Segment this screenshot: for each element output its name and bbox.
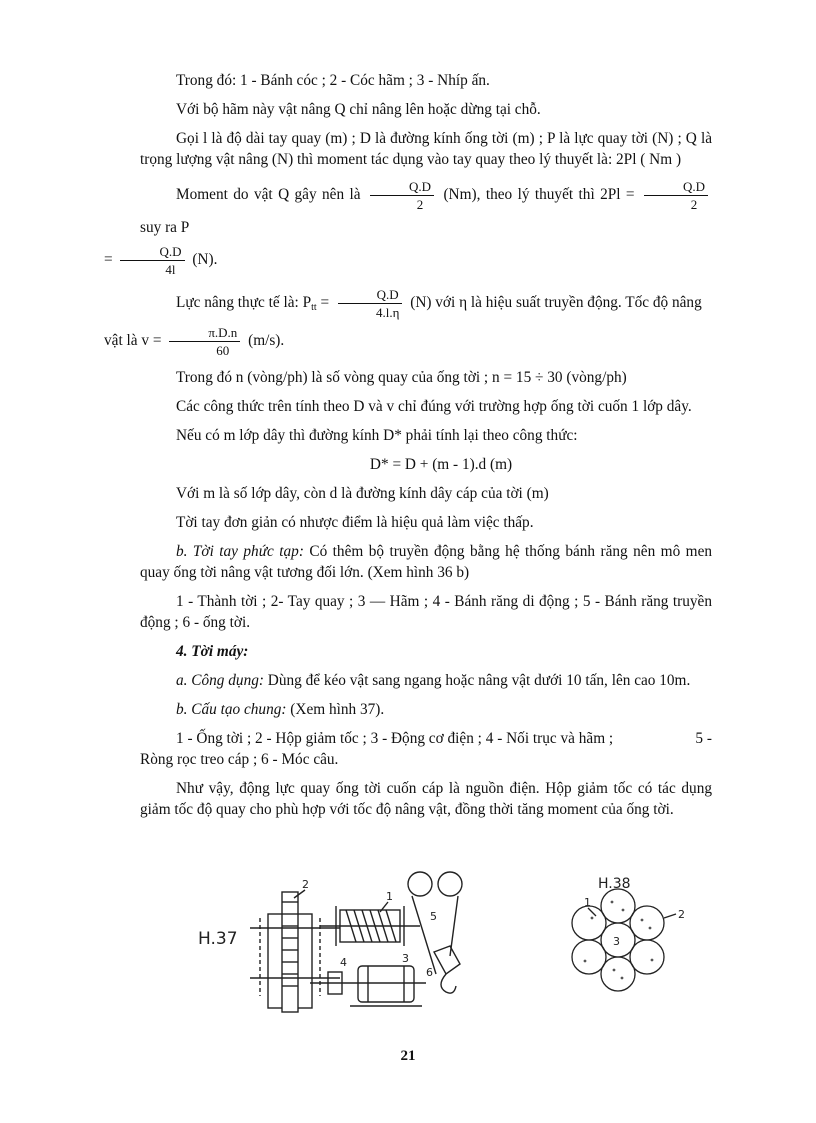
paragraph-definitions: Gọi l là độ dài tay quay (m) ; D là đường kính ống tời (m) ; P là lực quay tời (N) ; Q là trọng lượng vật nâng (N) thì moment tác dụng vào tay quay theo lý thuyết là: 2Pl ( Nm ) (140, 130, 712, 168)
paragraph-valid: Các công thức trên tính theo D và v chỉ đúng với trường hợp ống tời cuốn 1 lớp dây. (176, 398, 692, 416)
figure-illustrations (190, 866, 730, 1034)
paragraph-complex-legend: 1 - Thành tời ; 2- Tay quay ; 3 — Hãm ; 4 - Bánh răng di động ; 5 - Bánh răng truyền động ; 6 - ống tời. (140, 593, 712, 632)
paragraph-machine-legend: 1 - Ống tời ; 2 - Hộp giảm tốc ; 3 - Động cơ điện ; 4 - Nối trục và hãm ; 5 - Ròng rọc treo cáp ; 6 - Móc câu. (140, 730, 712, 769)
electric-motor (358, 966, 414, 1002)
svg-text:1: 1 (386, 890, 393, 903)
paragraph-legend-ratchet: Trong đó: 1 - Bánh cóc ; 2 - Cóc hãm ; 3 - Nhíp ấn. (176, 72, 490, 89)
paragraph-rpm: Trong đó n (vòng/ph) là số vòng quay của ống tời ; n = 15 ÷ 30 (vòng/ph) (176, 369, 627, 387)
page-number: 21 (400, 1048, 416, 1064)
paragraph-summary: Như vậy, động lực quay ống tời cuốn cáp là nguồn điện. Hộp giảm tốc có tác dụng giảm tốc độ quay cho phù hợp với tốc độ nâng vật, đồng thời tăng moment của ống tời. (140, 780, 712, 819)
paragraph-m-d: Với m là số lớp dây, còn d là đường kính dây cáp của tời (m) (176, 485, 549, 503)
paragraph-usage: a. Công dụng: Dùng để kéo vật sang ngang hoặc nâng vật dưới 10 tấn, lên cao 10m. (176, 672, 691, 690)
figure-38-rope-section (572, 876, 685, 991)
paragraph-moment: Moment do vật Q gây nên là $\frac{Q.D}{2}$ (Nm), theo lý thuyết thì 2Pl = $\frac{Q.D}{2}$ suy ra P = $\frac{Q.D}{4l}$ (N). (140, 178, 712, 278)
gear-shaft (282, 892, 298, 1012)
paragraph-layers: Nếu có m lớp dây thì đường kính D* phải tính lại theo công thức: (176, 427, 578, 445)
pulley (408, 872, 432, 896)
figure-37-machine-winch (198, 872, 462, 1012)
svg-text:5: 5 (430, 910, 437, 923)
paragraph-disadvantage: Tời tay đơn giản có nhược điểm là hiệu quả làm việc thấp. (176, 514, 534, 532)
svg-text:6: 6 (426, 966, 433, 979)
svg-text:2: 2 (678, 908, 685, 921)
fraction-qd-4l: $\frac{Q.D}{4l}$ (120, 243, 184, 278)
fraction-force: $\frac{Q.D}{4.l.\eta}$ (337, 286, 402, 321)
paragraph-structure: b. Cấu tạo chung: (Xem hình 37). (176, 701, 385, 719)
fraction-speed: $\frac{\pi.D.n}{60}$ (169, 324, 240, 359)
paragraph-real-force: Lực nâng thực tế là: $P_{tt}$ = $\frac{Q.D}{4.l.\eta}$ (N) với η là hiệu suất truyền động. Tốc độ nâng vật là v = $\frac{\pi.D.n}{60}$ (m/s). (104, 287, 702, 359)
section-heading-machine-winch: 4. Tời máy: (176, 643, 249, 661)
page-body (104, 70, 713, 828)
svg-text:3: 3 (402, 952, 409, 965)
equation-d-star: D* = D + (m - 1).d (m) (369, 456, 513, 474)
figure-38-caption: H.38 (598, 876, 631, 892)
hook (441, 974, 456, 993)
fraction-qd-2-b: $\frac{Q.D}{2}$ (644, 178, 708, 213)
figure-37-caption: H.37 (198, 929, 238, 949)
paragraph-brake: Với bộ hãm này vật nâng Q chỉ nâng lên hoặc dừng tại chỗ. (176, 101, 541, 118)
svg-text:4: 4 (340, 956, 347, 969)
svg-text:2: 2 (302, 878, 309, 891)
svg-text:1: 1 (584, 896, 591, 909)
figure-area (190, 866, 730, 1034)
paragraph-complex-winch: b. Tời tay phức tạp: Có thêm bộ truyền động bằng hệ thống bánh răng nên mô men quay ống tời nâng vật tương đối lớn. (Xem hình 36 b) (140, 543, 713, 582)
svg-text:3: 3 (613, 935, 620, 948)
fraction-qd-2-a: $\frac{Q.D}{2}$ (370, 178, 434, 213)
